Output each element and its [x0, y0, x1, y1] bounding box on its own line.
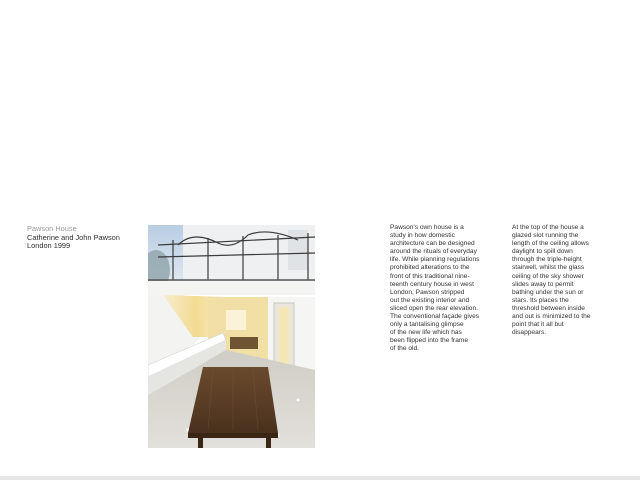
text-line: slides away to permit	[512, 280, 574, 288]
text-line: Pawson's own house is a	[390, 224, 464, 231]
caption-architects: Catherine and John Pawson	[27, 232, 120, 242]
body-text-column-2	[512, 224, 624, 337]
page-bottom-rule	[0, 476, 640, 480]
text-line: ceiling of the sky shower	[512, 272, 584, 280]
text-line: At the top of the house a	[512, 224, 584, 231]
text-line: The conventional façade gives	[390, 313, 480, 321]
text-line: point that it all but	[512, 321, 564, 329]
text-line: study in how domestic	[390, 232, 455, 240]
house-interior-photo	[148, 225, 315, 448]
text-line: teenth century house in west	[390, 280, 474, 288]
text-line: prohibited alterations to the	[390, 264, 470, 272]
caption-title: Pawson House	[27, 224, 77, 233]
text-line: of the old.	[390, 345, 419, 353]
text-line: out the existing interior and	[390, 296, 470, 304]
text-line: through the triple-height	[512, 256, 582, 264]
text-line: of the new life which has	[390, 329, 462, 337]
text-line: disappears.	[512, 329, 547, 337]
text-line: architecture can be designed	[390, 240, 475, 248]
photo-caption	[27, 225, 142, 251]
caption-location-year: London 1999	[27, 241, 71, 251]
text-line: been flipped into the frame	[390, 337, 469, 345]
text-line: bathing under the sun or	[512, 288, 584, 296]
text-line: life. While planning regulations	[390, 256, 480, 264]
text-line: front of this traditional nine-	[390, 272, 470, 280]
text-line: sliced open the rear elevation.	[390, 304, 478, 312]
text-line: and out is minimized to the	[512, 313, 591, 321]
body-text-column-1	[390, 224, 502, 354]
text-line: only a tantalising glimpse	[390, 321, 464, 329]
text-line: daylight to spill down	[512, 248, 573, 256]
text-line: London, Pawson stripped	[390, 288, 465, 296]
text-line: around the rituals of everyday	[390, 248, 477, 256]
text-line: threshold between inside	[512, 304, 585, 312]
text-line: glazed slot running the	[512, 232, 579, 240]
text-line: length of the ceiling allows	[512, 240, 589, 248]
text-line: stars. Its places the	[512, 296, 569, 304]
text-line: stairwell, whilst the glass	[512, 264, 585, 272]
